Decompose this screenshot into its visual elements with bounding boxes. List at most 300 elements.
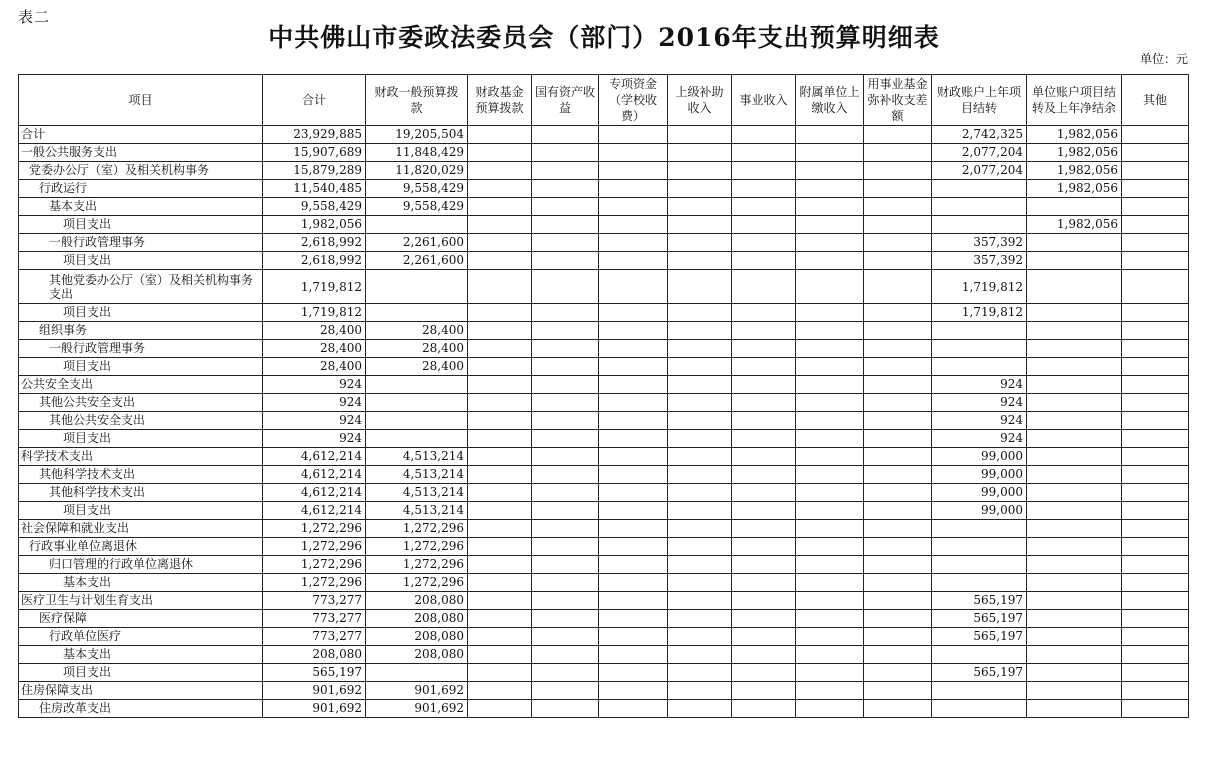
cell-general	[366, 216, 468, 234]
cell-c8	[796, 216, 864, 234]
table-row	[19, 484, 1189, 502]
cell-c6	[668, 234, 732, 252]
cell-c7	[732, 394, 796, 412]
cell-c8	[796, 304, 864, 322]
table-row	[19, 556, 1189, 574]
cell-c12	[1122, 628, 1189, 646]
cell-general: 208,080	[366, 628, 468, 646]
cell-c4	[532, 412, 599, 430]
cell-c6	[668, 556, 732, 574]
table-row	[19, 144, 1189, 162]
row-item-name: 行政运行	[19, 180, 263, 198]
cell-c6	[668, 610, 732, 628]
cell-c5	[599, 376, 668, 394]
cell-c12	[1122, 216, 1189, 234]
cell-general: 1,272,296	[366, 574, 468, 592]
cell-c6	[668, 322, 732, 340]
row-item-name: 住房改革支出	[19, 700, 263, 718]
table-row	[19, 376, 1189, 394]
cell-total: 1,272,296	[263, 538, 366, 556]
table-row	[19, 592, 1189, 610]
cell-general: 208,080	[366, 646, 468, 664]
cell-c4	[532, 340, 599, 358]
cell-c7	[732, 358, 796, 376]
cell-c5	[599, 322, 668, 340]
cell-c12	[1122, 592, 1189, 610]
cell-c6	[668, 126, 732, 144]
cell-c12	[1122, 430, 1189, 448]
cell-c7	[732, 700, 796, 718]
cell-fiscal-carry: 2,077,204	[932, 162, 1027, 180]
cell-unit-carry	[1027, 574, 1122, 592]
cell-c3	[468, 358, 532, 376]
cell-c12	[1122, 304, 1189, 322]
header-superior-subsidy: 上级补助收入	[668, 75, 732, 126]
cell-c9	[864, 304, 932, 322]
row-item-name: 医疗卫生与计划生育支出	[19, 592, 263, 610]
cell-c12	[1122, 126, 1189, 144]
cell-c9	[864, 412, 932, 430]
cell-c9	[864, 216, 932, 234]
cell-general	[366, 394, 468, 412]
cell-c5	[599, 448, 668, 466]
cell-c5	[599, 304, 668, 322]
cell-c3	[468, 538, 532, 556]
cell-c12	[1122, 394, 1189, 412]
table-row	[19, 216, 1189, 234]
row-item-name: 一般行政管理事务	[19, 340, 263, 358]
cell-c5	[599, 412, 668, 430]
cell-c4	[532, 502, 599, 520]
cell-c4	[532, 574, 599, 592]
table-row	[19, 252, 1189, 270]
cell-general: 4,513,214	[366, 484, 468, 502]
cell-c12	[1122, 466, 1189, 484]
cell-c7	[732, 412, 796, 430]
table-number-label: 表二	[18, 8, 51, 26]
cell-total: 208,080	[263, 646, 366, 664]
cell-c9	[864, 358, 932, 376]
row-item-name: 社会保障和就业支出	[19, 520, 263, 538]
cell-c3	[468, 376, 532, 394]
table-row	[19, 198, 1189, 216]
cell-c5	[599, 556, 668, 574]
cell-total: 1,272,296	[263, 574, 366, 592]
cell-c8	[796, 538, 864, 556]
cell-c5	[599, 502, 668, 520]
cell-c9	[864, 448, 932, 466]
cell-c8	[796, 340, 864, 358]
cell-c3	[468, 394, 532, 412]
cell-fiscal-carry	[932, 340, 1027, 358]
cell-c9	[864, 610, 932, 628]
cell-general: 9,558,429	[366, 198, 468, 216]
row-item-name: 其他公共安全支出	[19, 394, 263, 412]
cell-c9	[864, 340, 932, 358]
cell-c8	[796, 628, 864, 646]
row-item-name: 归口管理的行政单位离退休	[19, 556, 263, 574]
cell-c5	[599, 216, 668, 234]
cell-c7	[732, 270, 796, 304]
cell-fiscal-carry	[932, 322, 1027, 340]
cell-c8	[796, 556, 864, 574]
cell-fiscal-carry	[932, 646, 1027, 664]
header-fund-makeup: 用事业基金弥补收支差额	[864, 75, 932, 126]
cell-fiscal-carry	[932, 216, 1027, 234]
cell-c6	[668, 376, 732, 394]
cell-unit-carry: 1,982,056	[1027, 126, 1122, 144]
cell-general: 4,513,214	[366, 466, 468, 484]
cell-general: 28,400	[366, 358, 468, 376]
cell-fiscal-carry: 99,000	[932, 484, 1027, 502]
cell-c4	[532, 430, 599, 448]
cell-general: 1,272,296	[366, 556, 468, 574]
cell-unit-carry: 1,982,056	[1027, 216, 1122, 234]
row-item-name: 行政单位医疗	[19, 628, 263, 646]
header-fiscal-carryover: 财政账户上年项目结转	[932, 75, 1027, 126]
cell-fiscal-carry: 565,197	[932, 628, 1027, 646]
cell-c7	[732, 574, 796, 592]
table-row	[19, 412, 1189, 430]
cell-c6	[668, 430, 732, 448]
cell-c3	[468, 322, 532, 340]
cell-c5	[599, 664, 668, 682]
cell-c3	[468, 520, 532, 538]
row-item-name: 项目支出	[19, 252, 263, 270]
cell-c4	[532, 664, 599, 682]
cell-total: 11,540,485	[263, 180, 366, 198]
cell-c6	[668, 664, 732, 682]
cell-c6	[668, 412, 732, 430]
cell-c4	[532, 646, 599, 664]
cell-c4	[532, 556, 599, 574]
cell-total: 15,907,689	[263, 144, 366, 162]
row-item-name: 科学技术支出	[19, 448, 263, 466]
cell-c4	[532, 270, 599, 304]
cell-general: 9,558,429	[366, 180, 468, 198]
cell-unit-carry	[1027, 270, 1122, 304]
cell-c7	[732, 520, 796, 538]
cell-c8	[796, 502, 864, 520]
cell-total: 773,277	[263, 628, 366, 646]
cell-c9	[864, 556, 932, 574]
cell-fiscal-carry: 565,197	[932, 592, 1027, 610]
cell-general	[366, 664, 468, 682]
cell-c7	[732, 430, 796, 448]
cell-total: 28,400	[263, 358, 366, 376]
cell-total: 1,272,296	[263, 520, 366, 538]
cell-c3	[468, 682, 532, 700]
cell-c5	[599, 144, 668, 162]
cell-c8	[796, 592, 864, 610]
cell-c9	[864, 484, 932, 502]
cell-unit-carry	[1027, 340, 1122, 358]
cell-c7	[732, 466, 796, 484]
table-row	[19, 646, 1189, 664]
cell-c8	[796, 700, 864, 718]
cell-unit-carry	[1027, 394, 1122, 412]
cell-total: 924	[263, 412, 366, 430]
cell-c8	[796, 322, 864, 340]
cell-total: 1,719,812	[263, 304, 366, 322]
cell-c7	[732, 162, 796, 180]
document-title: 中共佛山市委政法委员会（部门）2016年支出预算明细表	[268, 23, 940, 52]
cell-total: 901,692	[263, 700, 366, 718]
cell-fiscal-carry: 565,197	[932, 664, 1027, 682]
cell-c6	[668, 270, 732, 304]
cell-c3	[468, 430, 532, 448]
cell-c3	[468, 646, 532, 664]
cell-unit-carry: 1,982,056	[1027, 162, 1122, 180]
row-item-name: 项目支出	[19, 502, 263, 520]
cell-c12	[1122, 252, 1189, 270]
table-row	[19, 430, 1189, 448]
cell-c12	[1122, 646, 1189, 664]
cell-general: 208,080	[366, 592, 468, 610]
row-item-name: 项目支出	[19, 430, 263, 448]
cell-c5	[599, 430, 668, 448]
cell-c8	[796, 466, 864, 484]
cell-c6	[668, 574, 732, 592]
cell-c12	[1122, 556, 1189, 574]
cell-unit-carry	[1027, 304, 1122, 322]
cell-c5	[599, 162, 668, 180]
table-row	[19, 628, 1189, 646]
cell-c4	[532, 466, 599, 484]
cell-c9	[864, 376, 932, 394]
cell-fiscal-carry	[932, 682, 1027, 700]
cell-c5	[599, 466, 668, 484]
cell-unit-carry	[1027, 484, 1122, 502]
cell-c8	[796, 198, 864, 216]
cell-c4	[532, 520, 599, 538]
cell-fiscal-carry: 99,000	[932, 502, 1027, 520]
cell-fiscal-carry	[932, 198, 1027, 216]
cell-c12	[1122, 682, 1189, 700]
cell-fiscal-carry	[932, 556, 1027, 574]
cell-c5	[599, 270, 668, 304]
table-body	[19, 126, 1189, 718]
cell-fiscal-carry	[932, 700, 1027, 718]
cell-c7	[732, 340, 796, 358]
cell-total: 4,612,214	[263, 484, 366, 502]
row-item-name: 行政事业单位离退休	[19, 538, 263, 556]
cell-general	[366, 430, 468, 448]
cell-c6	[668, 538, 732, 556]
cell-c7	[732, 628, 796, 646]
cell-unit-carry	[1027, 358, 1122, 376]
cell-fiscal-carry: 924	[932, 394, 1027, 412]
budget-detail-table	[18, 74, 1189, 718]
cell-c12	[1122, 520, 1189, 538]
cell-c8	[796, 270, 864, 304]
cell-c4	[532, 304, 599, 322]
cell-c7	[732, 304, 796, 322]
row-item-name: 住房保障支出	[19, 682, 263, 700]
cell-c12	[1122, 538, 1189, 556]
cell-general	[366, 376, 468, 394]
cell-general: 901,692	[366, 700, 468, 718]
cell-c5	[599, 592, 668, 610]
cell-fiscal-carry: 357,392	[932, 234, 1027, 252]
cell-c8	[796, 180, 864, 198]
cell-c9	[864, 162, 932, 180]
cell-total: 23,929,885	[263, 126, 366, 144]
cell-c7	[732, 592, 796, 610]
cell-c8	[796, 252, 864, 270]
cell-total: 773,277	[263, 592, 366, 610]
table-row	[19, 700, 1189, 718]
cell-c7	[732, 484, 796, 502]
cell-c8	[796, 574, 864, 592]
cell-c3	[468, 304, 532, 322]
cell-c3	[468, 628, 532, 646]
cell-fiscal-carry: 99,000	[932, 448, 1027, 466]
cell-c6	[668, 304, 732, 322]
cell-c4	[532, 180, 599, 198]
cell-c5	[599, 610, 668, 628]
table-row	[19, 574, 1189, 592]
cell-c8	[796, 234, 864, 252]
cell-c7	[732, 252, 796, 270]
cell-c7	[732, 646, 796, 664]
cell-fiscal-carry	[932, 520, 1027, 538]
row-item-name: 其他科学技术支出	[19, 466, 263, 484]
cell-c5	[599, 394, 668, 412]
cell-c4	[532, 144, 599, 162]
cell-c3	[468, 252, 532, 270]
cell-fiscal-carry: 565,197	[932, 610, 1027, 628]
cell-c6	[668, 358, 732, 376]
cell-c7	[732, 198, 796, 216]
cell-c5	[599, 700, 668, 718]
cell-general: 2,261,600	[366, 234, 468, 252]
cell-unit-carry	[1027, 520, 1122, 538]
cell-c7	[732, 610, 796, 628]
cell-c12	[1122, 180, 1189, 198]
table-row	[19, 340, 1189, 358]
cell-total: 924	[263, 430, 366, 448]
cell-total: 28,400	[263, 322, 366, 340]
cell-c5	[599, 538, 668, 556]
cell-c6	[668, 466, 732, 484]
cell-unit-carry	[1027, 252, 1122, 270]
table-row	[19, 448, 1189, 466]
row-item-name: 基本支出	[19, 646, 263, 664]
row-item-name: 合计	[19, 126, 263, 144]
cell-c3	[468, 180, 532, 198]
cell-unit-carry	[1027, 412, 1122, 430]
cell-c9	[864, 628, 932, 646]
cell-c12	[1122, 234, 1189, 252]
cell-c12	[1122, 322, 1189, 340]
cell-c6	[668, 252, 732, 270]
cell-c12	[1122, 340, 1189, 358]
header-other: 其他	[1122, 75, 1189, 126]
cell-unit-carry	[1027, 628, 1122, 646]
row-item-name: 基本支出	[19, 198, 263, 216]
cell-total: 2,618,992	[263, 252, 366, 270]
cell-general: 1,272,296	[366, 538, 468, 556]
cell-c8	[796, 162, 864, 180]
cell-fiscal-carry	[932, 574, 1027, 592]
row-item-name: 其他党委办公厅（室）及相关机构事务支出	[19, 270, 263, 304]
cell-c3	[468, 234, 532, 252]
cell-c9	[864, 466, 932, 484]
header-business-income: 事业收入	[732, 75, 796, 126]
cell-c3	[468, 144, 532, 162]
cell-c12	[1122, 502, 1189, 520]
cell-c6	[668, 448, 732, 466]
cell-c5	[599, 646, 668, 664]
cell-c6	[668, 484, 732, 502]
cell-c9	[864, 322, 932, 340]
table-row	[19, 502, 1189, 520]
cell-total: 924	[263, 394, 366, 412]
cell-c3	[468, 574, 532, 592]
cell-fiscal-carry: 2,077,204	[932, 144, 1027, 162]
cell-c9	[864, 502, 932, 520]
cell-c5	[599, 628, 668, 646]
cell-c5	[599, 340, 668, 358]
cell-c9	[864, 574, 932, 592]
cell-total: 1,272,296	[263, 556, 366, 574]
cell-c7	[732, 682, 796, 700]
row-item-name: 医疗保障	[19, 610, 263, 628]
cell-general: 11,848,429	[366, 144, 468, 162]
cell-c12	[1122, 376, 1189, 394]
cell-c7	[732, 538, 796, 556]
cell-total: 28,400	[263, 340, 366, 358]
cell-c5	[599, 180, 668, 198]
cell-c6	[668, 394, 732, 412]
cell-c8	[796, 358, 864, 376]
cell-total: 4,612,214	[263, 466, 366, 484]
cell-unit-carry	[1027, 700, 1122, 718]
cell-c6	[668, 502, 732, 520]
cell-general: 19,205,504	[366, 126, 468, 144]
header-special-funds: 专项资金（学校收费）	[599, 75, 668, 126]
table-row	[19, 180, 1189, 198]
table-row	[19, 466, 1189, 484]
row-item-name: 组织事务	[19, 322, 263, 340]
cell-c8	[796, 646, 864, 664]
table-row	[19, 664, 1189, 682]
cell-c12	[1122, 448, 1189, 466]
cell-unit-carry	[1027, 430, 1122, 448]
cell-unit-carry	[1027, 610, 1122, 628]
cell-total: 2,618,992	[263, 234, 366, 252]
cell-total: 901,692	[263, 682, 366, 700]
cell-general: 208,080	[366, 610, 468, 628]
cell-c5	[599, 252, 668, 270]
cell-c8	[796, 484, 864, 502]
cell-c3	[468, 484, 532, 502]
cell-c9	[864, 394, 932, 412]
cell-c9	[864, 144, 932, 162]
cell-c7	[732, 180, 796, 198]
cell-c9	[864, 198, 932, 216]
cell-fiscal-carry: 924	[932, 376, 1027, 394]
cell-c3	[468, 664, 532, 682]
cell-c4	[532, 126, 599, 144]
cell-c8	[796, 682, 864, 700]
cell-unit-carry	[1027, 646, 1122, 664]
cell-c7	[732, 448, 796, 466]
table-row	[19, 126, 1189, 144]
cell-c9	[864, 700, 932, 718]
cell-c3	[468, 340, 532, 358]
